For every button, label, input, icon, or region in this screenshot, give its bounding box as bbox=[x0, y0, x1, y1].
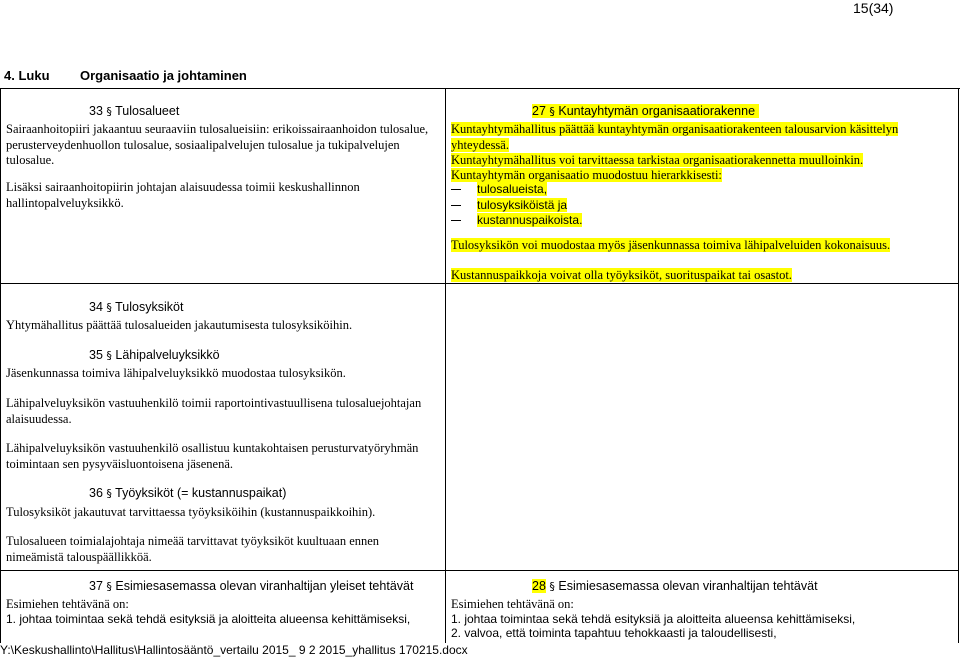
section-37-number: 37 bbox=[89, 579, 103, 593]
section-sign-icon: § bbox=[549, 105, 555, 118]
dash-bullet-icon bbox=[451, 220, 461, 221]
section-36-paragraph-1: Tulosyksiköt jakautuvat tarvittaessa työyksiköihin (kustannuspaikkoihin). bbox=[6, 505, 376, 519]
section-36-number: 36 bbox=[89, 486, 103, 500]
section-28-title: Esimiesasemassa olevan viranhaltijan tehtävät bbox=[558, 579, 818, 593]
chapter-title: Organisaatio ja johtaminen bbox=[80, 68, 247, 83]
section-28-number: 28 bbox=[532, 579, 546, 593]
section-37-intro: Esimiehen tehtävänä on: bbox=[6, 597, 129, 611]
section-27-number: 27 bbox=[532, 104, 546, 118]
section-sign-icon: § bbox=[106, 580, 112, 593]
table-right-border bbox=[958, 88, 959, 643]
section-sign-icon: § bbox=[549, 580, 555, 593]
section-33-paragraph-1: Sairaanhoitopiiri jakaantuu seuraaviin tulosalueisiin: erikoissairaanhoidon tulosalue, perusterveydenhuollon tulosalue, sosiaalipalvelujen tulosalue ja tukipalvelujen tulosalue. bbox=[6, 122, 429, 167]
section-sign-icon: § bbox=[106, 301, 112, 314]
section-33-heading bbox=[89, 104, 179, 118]
left-row-divider-1 bbox=[0, 283, 446, 284]
section-36-heading bbox=[89, 486, 286, 500]
section-sign-icon: § bbox=[106, 349, 112, 362]
section-27-paragraph-5: Kustannuspaikkoja voivat olla työyksiköt, suorituspaikat tai osastot. bbox=[451, 268, 792, 282]
section-27-heading bbox=[532, 104, 759, 118]
left-row-divider-2 bbox=[0, 570, 446, 571]
section-sign-icon: § bbox=[106, 105, 112, 118]
list-item: tulosalueista, bbox=[451, 182, 582, 198]
section-27-paragraph-3: Kuntayhtymän organisaatio muodostuu hierarkkisesti: bbox=[451, 168, 722, 182]
section-35-title: Lähipalveluyksikkö bbox=[115, 348, 220, 362]
right-row-divider-2 bbox=[445, 570, 959, 571]
table-middle-border bbox=[445, 88, 446, 643]
table-top-border bbox=[0, 88, 960, 89]
section-33-number: 33 bbox=[89, 104, 103, 118]
chapter-number: 4. Luku bbox=[4, 68, 50, 83]
section-36-title: Työyksiköt (= kustannuspaikat) bbox=[115, 486, 287, 500]
section-36-paragraph-2: Tulosalueen toimialajohtaja nimeää tarvittavat työyksiköt kuultuaan ennen nimeämistä talouspäällikköä. bbox=[6, 534, 380, 564]
section-27-paragraph-2: Kuntayhtymähallitus voi tarvittaessa tarkistaa organisaatiorakennetta muulloinkin. bbox=[451, 153, 864, 167]
section-27-paragraph-1: Kuntayhtymähallitus päättää kuntayhtymän organisaatiorakenteen talousarvion käsittelyn yhteydessä. bbox=[451, 122, 899, 152]
section-27-list bbox=[451, 182, 582, 229]
section-28-item-2: 2. valvoa, että toiminta tapahtuu tehokkaasti ja taloudellisesti, bbox=[451, 626, 777, 640]
section-35-paragraph-3: Lähipalveluyksikön vastuuhenkilö osallistuu kuntakohtaisen perusturvatyöryhmän toimintaan sen pysyväisluontoisena jäsenenä. bbox=[6, 441, 419, 471]
section-35-number: 35 bbox=[89, 348, 103, 362]
section-33-paragraph-2: Lisäksi sairaanhoitopiirin johtajan alaisuudessa toimii keskushallinnon hallintopalveluyksikkö. bbox=[6, 180, 360, 210]
dash-bullet-icon bbox=[451, 205, 461, 206]
section-37-heading bbox=[89, 579, 413, 593]
section-34-heading bbox=[89, 300, 183, 314]
chapter-heading bbox=[4, 68, 247, 83]
section-34-title: Tulosyksiköt bbox=[115, 300, 184, 314]
list-item: tulosyksiköistä ja bbox=[451, 198, 582, 214]
section-35-paragraph-1: Jäsenkunnassa toimiva lähipalveluyksikkö muodostaa tulosyksikön. bbox=[6, 366, 346, 380]
section-37-item-1: 1. johtaa toimintaa sekä tehdä esityksiä ja aloitteita alueensa kehittämiseksi, bbox=[6, 612, 411, 626]
file-path-footer: Y:\Keskushallinto\Hallitus\Hallintosääntö_vertailu 2015_ 9 2 2015_yhallitus 170215.docx bbox=[0, 643, 468, 657]
list-item: kustannuspaikoista. bbox=[451, 213, 582, 229]
section-28-heading bbox=[532, 579, 818, 593]
section-28-item-1: 1. johtaa toimintaa sekä tehdä esityksiä ja aloitteita alueensa kehittämiseksi, bbox=[451, 612, 856, 626]
section-34-number: 34 bbox=[89, 300, 103, 314]
section-33-title: Tulosalueet bbox=[115, 104, 180, 118]
section-35-paragraph-2: Lähipalveluyksikön vastuuhenkilö toimii raportointivastuullisena tulosaluejohtajan alaisuudessa. bbox=[6, 396, 422, 426]
page-number: 15(34) bbox=[853, 0, 894, 16]
section-28-intro: Esimiehen tehtävänä on: bbox=[451, 597, 574, 611]
dash-bullet-icon bbox=[451, 189, 461, 190]
section-34-paragraph-1: Yhtymähallitus päättää tulosalueiden jakautumisesta tulosyksiköihin. bbox=[6, 318, 353, 332]
section-sign-icon: § bbox=[106, 487, 112, 500]
section-35-heading bbox=[89, 348, 220, 362]
section-27-title: Kuntayhtymän organisaatiorakenne bbox=[558, 104, 756, 118]
table-left-border bbox=[0, 88, 1, 643]
section-37-title: Esimiesasemassa olevan viranhaltijan yleiset tehtävät bbox=[115, 579, 414, 593]
section-27-paragraph-4: Tulosyksikön voi muodostaa myös jäsenkunnassa toimiva lähipalveluiden kokonaisuus. bbox=[451, 238, 891, 252]
